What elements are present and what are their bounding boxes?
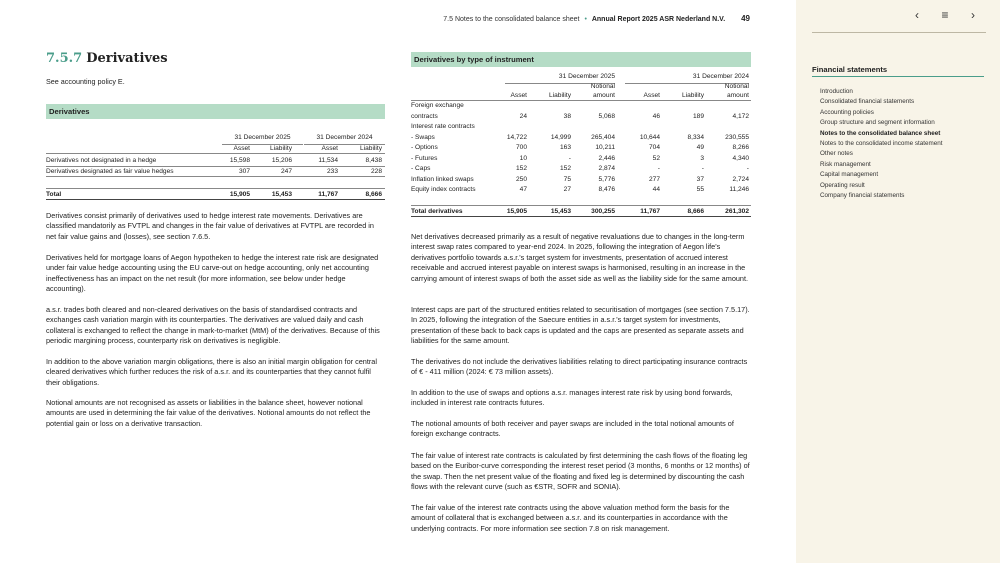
row-label: Derivatives not designated in a hedge [46, 157, 157, 164]
cell: 8,334 [687, 133, 704, 141]
paragraph: a.s.r. trades both cleared and non-cleared derivatives on the basis of standardised contracts and exchanges cash variation margin with its counterparties. The derivatives are valued daily and cash collateral is exchanged to reflect the change in mark-to-market (MtM) of the derivatives. Because of this periodic margining process, counterparty risk on derivatives is negligible. [46, 305, 380, 346]
cell: 704 [648, 144, 660, 151]
total-label: Total derivatives [411, 207, 463, 215]
toc-sidebar [796, 0, 1000, 563]
sidebar-divider [812, 32, 986, 33]
total-cell: 15,453 [550, 207, 571, 215]
cell: 14,999 [550, 133, 571, 141]
toc-section-title[interactable]: Financial statements [812, 65, 984, 77]
row-label: - Options [411, 144, 438, 151]
section-number: 7.5.7 [46, 51, 83, 66]
row-label: Equity index contracts [411, 186, 476, 193]
cell: 5,776 [598, 175, 615, 183]
cell: 277 [648, 175, 660, 183]
total-cell: 15,905 [229, 191, 250, 198]
period-2025: 31 December 2025 [222, 133, 303, 145]
cell: 4,340 [732, 154, 749, 162]
cell: 10,644 [639, 133, 660, 141]
cell: 2,874 [598, 165, 615, 172]
paragraph: Derivatives held for mortgage loans of Aegon hypotheken to hedge the interest rate risk are designated under fair value hedge accounting using the EU carve-out on hedge accounting, only net accounting ineffectiveness has an impact on the net result (for more information, see below under hedge accounting). [46, 253, 379, 294]
row-label: - Caps [411, 165, 431, 172]
total-cell: 11,767 [640, 207, 660, 215]
toc-item[interactable]: Operating result [820, 181, 865, 189]
cell: 250 [515, 175, 527, 183]
cell: 55 [696, 186, 704, 193]
row-label: Interest rate contracts [411, 123, 475, 130]
derivatives-summary-table [46, 104, 385, 200]
paragraph: The fair value of interest rate contracts is calculated by first determining the cash flows of the floating leg based on the Euribor-curve corresponding the interest reset period (3 months, 6 months or 12 months) of the swap. Then the net present value of the floating and fixed leg is determined by discounting the cash flows with the relevant curve (such as €STR, SOFR and SONIA). [411, 451, 750, 492]
paragraph: Derivatives consist primarily of derivatives used to hedge interest rate movements. Derivatives are classified mandatorily as FVTPL and changes in the fair value of derivatives at FVTPL are recorded in net fair value gains and (losses), see section 7.6.5. [46, 211, 374, 241]
cell: 10 [519, 154, 527, 162]
page-navigation [910, 8, 980, 22]
cell: 52 [652, 154, 660, 162]
cell: 38 [563, 112, 571, 120]
cell: - [568, 154, 571, 162]
cell: 46 [652, 112, 660, 120]
toc-item[interactable]: Introduction [820, 88, 853, 95]
cell: 307 [238, 167, 250, 175]
paragraph: In addition to the above variation margin obligations, there is also an initial margin obligation for central cleared derivatives which further reduces the risk of a.s.r. and its counterparties that they cannot fulfil their obligations. [46, 357, 377, 387]
next-page-icon[interactable]: › [971, 8, 975, 22]
row-label: - Swaps [411, 133, 435, 141]
col-liability: Liability [270, 144, 292, 152]
toc-item[interactable]: Notes to the consolidated balance sheet [820, 129, 941, 137]
total-cell: 15,453 [271, 191, 292, 198]
col-liability: Liability [549, 91, 571, 99]
cell: - [746, 165, 749, 172]
table-row [411, 112, 751, 123]
cell: - [701, 165, 704, 172]
paragraph: The fair value of the interest rate contracts using the above valuation method form the basis for the amount of collateral that is exchanged between a.s.r. and its counterparties in accordance with the underlying contracts. For more information see section 7.8 on risk management. [411, 503, 730, 533]
col-asset: Asset [643, 91, 660, 99]
notional-header-row [411, 83, 751, 91]
cell: 11,246 [729, 186, 749, 193]
previous-page-icon[interactable]: ‹ [915, 8, 919, 22]
col-asset: Asset [233, 144, 250, 152]
table-row [411, 185, 751, 196]
toc-item[interactable]: Accounting policies [820, 108, 874, 116]
toc-item[interactable]: Group structure and segment information [820, 119, 935, 127]
period-header-row [46, 133, 385, 144]
period-2024: 31 December 2024 [304, 133, 385, 145]
cell: 152 [559, 165, 571, 172]
col-asset: Asset [321, 144, 338, 152]
header-report-title: Annual Report 2025 ASR Nederland N.V. [591, 16, 726, 23]
col-liability: Liability [682, 91, 704, 99]
total-cell: 300,255 [591, 207, 615, 215]
derivatives-by-instrument-table [411, 52, 751, 217]
table-row [411, 164, 751, 175]
total-cell: 11,767 [318, 191, 338, 198]
period-2025: 31 December 2025 [505, 72, 615, 84]
table-row [411, 122, 751, 133]
cell: 230,555 [725, 133, 749, 141]
table-row [46, 167, 385, 178]
cell: 4,172 [732, 112, 749, 120]
total-cell: 8,666 [365, 191, 382, 198]
toc-item[interactable]: Other notes [820, 150, 853, 158]
cell: 27 [563, 186, 571, 193]
table-row [46, 156, 385, 167]
cell: 47 [519, 186, 527, 193]
table-band-title: Derivatives by type of instrument [411, 52, 751, 67]
instrument-rows [411, 101, 751, 196]
total-label: Total [46, 191, 62, 198]
paragraph: Net derivatives decreased primarily as a result of negative revaluations due to changes in the long-term interest swap rates compared to year-end 2024. In 2025, following the integration of Aegon life's derivatives portfolio towards a.s.r.'s target system for investments, presentation of accrued interest receivable and accrued interest payable on interest swaps is harmonised, resulting in an increase in the carrying amount of interest swaps of both the asset side as well as the liability side for the same amount. [411, 232, 749, 283]
cell: 37 [696, 175, 704, 183]
total-cell: 8,666 [687, 207, 704, 215]
cell: 8,266 [732, 144, 749, 151]
paragraph: In addition to the use of swaps and options a.s.r. manages interest rate risk by using bond forwards, included in interest rate contracts futures. [411, 388, 733, 408]
cell: 14,722 [506, 133, 527, 141]
header-separator-icon: • [584, 16, 587, 23]
cell: 49 [696, 144, 704, 151]
policy-reference: See accounting policy E. [46, 77, 125, 86]
table-row [411, 175, 751, 186]
col-asset: Asset [510, 91, 527, 99]
cell: 247 [280, 167, 292, 175]
cell: 2,446 [598, 154, 615, 162]
toc-item[interactable]: Risk management [820, 160, 871, 168]
period-2024: 31 December 2024 [625, 72, 749, 84]
section-heading: Derivatives [86, 51, 168, 66]
header-section: 7.5 Notes to the consolidated balance sheet [443, 16, 580, 23]
page-header [443, 14, 750, 23]
table-band-title: Derivatives [46, 104, 385, 119]
cell: 189 [692, 112, 704, 120]
cell: 8,438 [365, 157, 382, 164]
cell: 75 [563, 175, 571, 183]
cell: 700 [515, 144, 527, 151]
table-row [411, 154, 751, 165]
toc-item[interactable]: Consolidated financial statements [820, 98, 915, 106]
paragraph: Interest caps are part of the structured entities related to securitisation of mortgages (see section 7.5.17). In 2025, following the integration of the Saecure entities in a.s.r.'s target system for investments, presentation of these back to back caps is updated and the caps are presented as separate assets and liabilities for the same amount. [411, 305, 750, 346]
column-header-row [411, 91, 751, 102]
col-notional: amount [727, 91, 749, 99]
row-label: - Futures [411, 154, 438, 162]
cell: 228 [370, 167, 382, 175]
cell: 8,476 [598, 186, 615, 193]
cell: 15,598 [229, 157, 250, 164]
column-header-row [46, 144, 385, 155]
notional-label: Notional [590, 82, 615, 90]
col-liability: Liability [360, 144, 382, 152]
cell: 44 [652, 186, 660, 193]
page-number: 49 [741, 14, 750, 23]
row-label: Foreign exchange [411, 102, 464, 109]
cell: 152 [515, 165, 527, 172]
toc-list [820, 87, 943, 201]
cell: 10,211 [595, 144, 615, 151]
row-label: contracts [411, 112, 438, 120]
cell: 233 [326, 167, 338, 175]
col-notional: amount [593, 91, 615, 99]
total-row [46, 188, 385, 200]
row-label: Inflation linked swaps [411, 175, 474, 183]
toc-item[interactable]: Company financial statements [820, 191, 905, 199]
total-cell: 15,905 [506, 207, 527, 215]
notional-label: Notional [724, 82, 749, 90]
cell: 163 [559, 144, 571, 151]
cell: 5,068 [598, 112, 615, 120]
cell: 265,404 [591, 133, 615, 141]
total-row [411, 205, 751, 217]
paragraph: The derivatives do not include the derivatives liabilities relating to direct participating insurance contracts of € - 411 million (2024: € 73 million assets). [411, 357, 748, 377]
paragraph: Notional amounts are not recognised as assets or liabilities in the balance sheet, however notional amounts are used in determining the fair value of the derivatives. Notional amounts do not reflect the potential gain or loss on a derivative transaction. [46, 398, 371, 428]
menu-icon[interactable]: ≡ [941, 8, 949, 22]
toc-item[interactable]: Notes to the consolidated income statement [820, 139, 943, 147]
cell: - [657, 165, 660, 172]
cell: 15,206 [271, 157, 292, 164]
cell: 3 [700, 154, 704, 162]
cell: 24 [519, 112, 527, 120]
period-header-row [411, 72, 751, 83]
toc-item[interactable]: Capital management [820, 171, 879, 179]
section-title [46, 51, 168, 66]
table-row [411, 143, 751, 154]
row-label: Derivatives designated as fair value hedges [46, 167, 174, 175]
cell: 11,534 [318, 157, 338, 164]
total-cell: 261,302 [725, 207, 749, 215]
paragraph: The notional amounts of both receiver and payer swaps are included in the total notional amounts of foreign exchange contracts. [411, 419, 734, 439]
cell: 2,724 [732, 175, 749, 183]
table-row [411, 133, 751, 144]
table-row [411, 101, 751, 112]
